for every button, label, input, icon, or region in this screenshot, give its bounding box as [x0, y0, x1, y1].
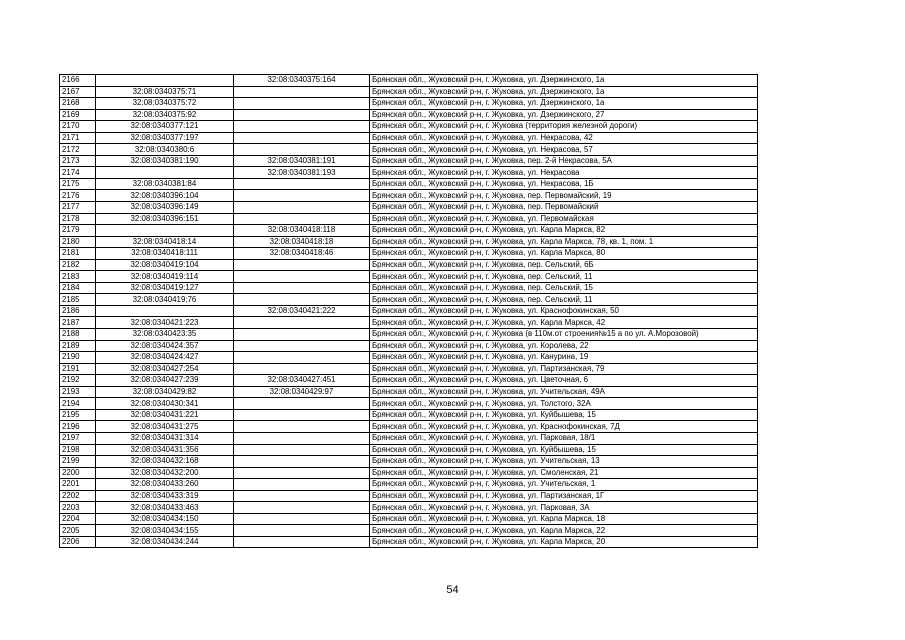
address-cell: Брянская обл., Жуковский р-н, г. Жуковка, ул. Карла Маркса, 22 [370, 525, 758, 537]
address-cell: Брянская обл., Жуковский р-н, г. Жуковка (в 110м.от строения№15 а по ул. А.Морозовой) [370, 329, 758, 341]
address-cell: Брянская обл., Жуковский р-н, г. Жуковка, ул. Смоленская, 21 [370, 467, 758, 479]
table-row [60, 305, 758, 317]
cadastral-number-cell: 32:08:0340427:254 [96, 363, 234, 375]
address-cell: Брянская обл., Жуковский р-н, г. Жуковка, ул. Краснофокинская, 7Д [370, 421, 758, 433]
row-number-cell: 2190 [60, 352, 96, 364]
related-cadastral-number-cell [234, 363, 370, 375]
address-cell: Брянская обл., Жуковский р-н, г. Жуковка, ул. Краснофокинская, 50 [370, 305, 758, 317]
table-row [60, 502, 758, 514]
table-row [60, 352, 758, 364]
related-cadastral-number-cell [234, 340, 370, 352]
related-cadastral-number-cell [234, 456, 370, 468]
cadastral-number-cell: 32:08:0340433:319 [96, 490, 234, 502]
cadastral-number-cell: 32:08:0340396:151 [96, 213, 234, 225]
table-row [60, 213, 758, 225]
address-cell: Брянская обл., Жуковский р-н, г. Жуковка, ул. Парковая, 18/1 [370, 432, 758, 444]
table-row [60, 248, 758, 260]
table-row [60, 467, 758, 479]
row-number-cell: 2196 [60, 421, 96, 433]
address-cell: Брянская обл., Жуковский р-н, г. Жуковка, пер. Сельский, 6Б [370, 259, 758, 271]
related-cadastral-number-cell [234, 271, 370, 283]
row-number-cell: 2183 [60, 271, 96, 283]
row-number-cell: 2189 [60, 340, 96, 352]
table-row [60, 490, 758, 502]
related-cadastral-number-cell [234, 352, 370, 364]
related-cadastral-number-cell [234, 98, 370, 110]
address-cell: Брянская обл., Жуковский р-н, г. Жуковка, пер. Первомайский, 19 [370, 190, 758, 202]
table-row [60, 525, 758, 537]
related-cadastral-number-cell [234, 178, 370, 190]
page-number: 54 [446, 584, 459, 596]
table-row [60, 109, 758, 121]
related-cadastral-number-cell: 32:08:0340418:46 [234, 248, 370, 260]
address-cell: Брянская обл., Жуковский р-н, г. Жуковка, пер. Сельский, 11 [370, 271, 758, 283]
table-row [60, 202, 758, 214]
cadastral-number-cell: 32:08:0340424:427 [96, 352, 234, 364]
address-cell: Брянская обл., Жуковский р-н, г. Жуковка, ул. Парковая, 3А [370, 502, 758, 514]
table-row [60, 98, 758, 110]
related-cadastral-number-cell: 32:08:0340381:193 [234, 167, 370, 179]
cadastral-number-cell: 32:08:0340433:463 [96, 502, 234, 514]
address-cell: Брянская обл., Жуковский р-н, г. Жуковка, пер. 2-й Некрасова, 5А [370, 155, 758, 167]
related-cadastral-number-cell [234, 479, 370, 491]
table-row [60, 144, 758, 156]
cadastral-number-cell: 32:08:0340427:239 [96, 375, 234, 387]
address-cell: Брянская обл., Жуковский р-н, г. Жуковка, пер. Сельский, 15 [370, 282, 758, 294]
cadastral-number-cell: 32:08:0340434:150 [96, 513, 234, 525]
cadastral-table-body [60, 75, 758, 548]
table-row [60, 386, 758, 398]
table-row [60, 421, 758, 433]
related-cadastral-number-cell: 32:08:0340375:164 [234, 75, 370, 87]
table-row [60, 444, 758, 456]
related-cadastral-number-cell [234, 86, 370, 98]
address-cell: Брянская обл., Жуковский р-н, г. Жуковка, ул. Дзержинского, 1а [370, 86, 758, 98]
address-cell: Брянская обл., Жуковский р-н, г. Жуковка (территория железной дороги) [370, 121, 758, 133]
row-number-cell: 2175 [60, 178, 96, 190]
address-cell: Брянская обл., Жуковский р-н, г. Жуковка, ул. Учительская, 49А [370, 386, 758, 398]
address-cell: Брянская обл., Жуковский р-н, г. Жуковка, ул. Толстого, 32А [370, 398, 758, 410]
table-row [60, 363, 758, 375]
cadastral-number-cell: 32:08:0340430:341 [96, 398, 234, 410]
related-cadastral-number-cell: 32:08:0340429:97 [234, 386, 370, 398]
row-number-cell: 2197 [60, 432, 96, 444]
table-row [60, 178, 758, 190]
cadastral-number-cell: 32:08:0340396:149 [96, 202, 234, 214]
related-cadastral-number-cell: 32:08:0340421:222 [234, 305, 370, 317]
related-cadastral-number-cell [234, 409, 370, 421]
address-cell: Брянская обл., Жуковский р-н, г. Жуковка, ул. Дзержинского, 27 [370, 109, 758, 121]
row-number-cell: 2178 [60, 213, 96, 225]
cadastral-number-cell: 32:08:0340433:260 [96, 479, 234, 491]
related-cadastral-number-cell [234, 525, 370, 537]
row-number-cell: 2181 [60, 248, 96, 260]
address-cell: Брянская обл., Жуковский р-н, г. Жуковка, ул. Некрасова [370, 167, 758, 179]
table-row [60, 132, 758, 144]
cadastral-number-cell [96, 305, 234, 317]
related-cadastral-number-cell [234, 432, 370, 444]
address-cell: Брянская обл., Жуковский р-н, г. Жуковка, ул. Королева, 22 [370, 340, 758, 352]
row-number-cell: 2188 [60, 329, 96, 341]
address-cell: Брянская обл., Жуковский р-н, г. Жуковка, ул. Дзержинского, 1а [370, 75, 758, 87]
address-cell: Брянская обл., Жуковский р-н, г. Жуковка, ул. Карла Маркса, 80 [370, 248, 758, 260]
related-cadastral-number-cell: 32:08:0340418:18 [234, 236, 370, 248]
table-row [60, 432, 758, 444]
row-number-cell: 2172 [60, 144, 96, 156]
cadastral-number-cell: 32:08:0340381:84 [96, 178, 234, 190]
cadastral-table [59, 74, 758, 548]
table-row [60, 225, 758, 237]
cadastral-number-cell: 32:08:0340432:200 [96, 467, 234, 479]
row-number-cell: 2168 [60, 98, 96, 110]
row-number-cell: 2187 [60, 317, 96, 329]
address-cell: Брянская обл., Жуковский р-н, г. Жуковка, ул. Канурина, 19 [370, 352, 758, 364]
related-cadastral-number-cell [234, 190, 370, 202]
row-number-cell: 2186 [60, 305, 96, 317]
address-cell: Брянская обл., Жуковский р-н, г. Жуковка, ул. Некрасова, 57 [370, 144, 758, 156]
related-cadastral-number-cell [234, 259, 370, 271]
table-row [60, 236, 758, 248]
address-cell: Брянская обл., Жуковский р-н, г. Жуковка, ул. Учительская, 13 [370, 456, 758, 468]
address-cell: Брянская обл., Жуковский р-н, г. Жуковка, ул. Цветочная, 6 [370, 375, 758, 387]
related-cadastral-number-cell [234, 502, 370, 514]
related-cadastral-number-cell [234, 490, 370, 502]
related-cadastral-number-cell [234, 536, 370, 548]
row-number-cell: 2201 [60, 479, 96, 491]
related-cadastral-number-cell [234, 213, 370, 225]
related-cadastral-number-cell [234, 444, 370, 456]
cadastral-number-cell: 32:08:0340419:127 [96, 282, 234, 294]
address-cell: Брянская обл., Жуковский р-н, г. Жуковка, ул. Некрасова, 42 [370, 132, 758, 144]
row-number-cell: 2204 [60, 513, 96, 525]
table-row [60, 479, 758, 491]
cadastral-number-cell [96, 167, 234, 179]
cadastral-number-cell: 32:08:0340419:104 [96, 259, 234, 271]
table-row [60, 340, 758, 352]
table-row [60, 121, 758, 133]
table-row [60, 456, 758, 468]
row-number-cell: 2170 [60, 121, 96, 133]
row-number-cell: 2182 [60, 259, 96, 271]
address-cell: Брянская обл., Жуковский р-н, г. Жуковка, ул. Куйбышева, 15 [370, 444, 758, 456]
row-number-cell: 2179 [60, 225, 96, 237]
row-number-cell: 2195 [60, 409, 96, 421]
address-cell: Брянская обл., Жуковский р-н, г. Жуковка, пер. Сельский, 11 [370, 294, 758, 306]
table-row [60, 167, 758, 179]
address-cell: Брянская обл., Жуковский р-н, г. Жуковка, ул. Дзержинского, 1а [370, 98, 758, 110]
cadastral-number-cell: 32:08:0340431:275 [96, 421, 234, 433]
cadastral-number-cell: 32:08:0340431:221 [96, 409, 234, 421]
row-number-cell: 2167 [60, 86, 96, 98]
row-number-cell: 2185 [60, 294, 96, 306]
cadastral-number-cell: 32:08:0340418:14 [96, 236, 234, 248]
cadastral-number-cell: 32:08:0340375:72 [96, 98, 234, 110]
address-cell: Брянская обл., Жуковский р-н, г. Жуковка, ул. Карла Маркса, 18 [370, 513, 758, 525]
row-number-cell: 2180 [60, 236, 96, 248]
related-cadastral-number-cell [234, 329, 370, 341]
table-row [60, 294, 758, 306]
cadastral-number-cell [96, 75, 234, 87]
cadastral-number-cell: 32:08:0340423:35 [96, 329, 234, 341]
related-cadastral-number-cell [234, 421, 370, 433]
related-cadastral-number-cell [234, 317, 370, 329]
related-cadastral-number-cell [234, 398, 370, 410]
table-row [60, 513, 758, 525]
cadastral-number-cell: 32:08:0340434:155 [96, 525, 234, 537]
address-cell: Брянская обл., Жуковский р-н, г. Жуковка, ул. Партизанская, 79 [370, 363, 758, 375]
row-number-cell: 2205 [60, 525, 96, 537]
table-row [60, 190, 758, 202]
address-cell: Брянская обл., Жуковский р-н, г. Жуковка, ул. Карла Маркса, 20 [370, 536, 758, 548]
cadastral-number-cell: 32:08:0340434:244 [96, 536, 234, 548]
address-cell: Брянская обл., Жуковский р-н, г. Жуковка, ул. Карла Маркса, 42 [370, 317, 758, 329]
row-number-cell: 2203 [60, 502, 96, 514]
table-row [60, 329, 758, 341]
row-number-cell: 2177 [60, 202, 96, 214]
table-row [60, 317, 758, 329]
cadastral-number-cell: 32:08:0340421:223 [96, 317, 234, 329]
related-cadastral-number-cell [234, 144, 370, 156]
cadastral-number-cell: 32:08:0340380:6 [96, 144, 234, 156]
cadastral-number-cell: 32:08:0340432:168 [96, 456, 234, 468]
related-cadastral-number-cell [234, 282, 370, 294]
cadastral-number-cell: 32:08:0340424:357 [96, 340, 234, 352]
row-number-cell: 2202 [60, 490, 96, 502]
cadastral-number-cell [96, 225, 234, 237]
table-row [60, 86, 758, 98]
table-row [60, 536, 758, 548]
row-number-cell: 2173 [60, 155, 96, 167]
cadastral-number-cell: 32:08:0340419:76 [96, 294, 234, 306]
table-row [60, 75, 758, 87]
cadastral-number-cell: 32:08:0340419:114 [96, 271, 234, 283]
row-number-cell: 2206 [60, 536, 96, 548]
cadastral-number-cell: 32:08:0340375:71 [96, 86, 234, 98]
table-row [60, 155, 758, 167]
table-row [60, 409, 758, 421]
cadastral-number-cell: 32:08:0340429:82 [96, 386, 234, 398]
related-cadastral-number-cell: 32:08:0340427:451 [234, 375, 370, 387]
row-number-cell: 2199 [60, 456, 96, 468]
table-row [60, 398, 758, 410]
address-cell: Брянская обл., Жуковский р-н, г. Жуковка, ул. Учительская, 1 [370, 479, 758, 491]
row-number-cell: 2191 [60, 363, 96, 375]
cadastral-number-cell: 32:08:0340396:104 [96, 190, 234, 202]
row-number-cell: 2174 [60, 167, 96, 179]
cadastral-number-cell: 32:08:0340431:314 [96, 432, 234, 444]
address-cell: Брянская обл., Жуковский р-н, г. Жуковка, ул. Партизанская, 1Г [370, 490, 758, 502]
related-cadastral-number-cell [234, 467, 370, 479]
row-number-cell: 2192 [60, 375, 96, 387]
address-cell: Брянская обл., Жуковский р-н, г. Жуковка, ул. Карла Маркса, 82 [370, 225, 758, 237]
related-cadastral-number-cell [234, 513, 370, 525]
table-row [60, 282, 758, 294]
cadastral-number-cell: 32:08:0340377:197 [96, 132, 234, 144]
related-cadastral-number-cell: 32:08:0340418:118 [234, 225, 370, 237]
row-number-cell: 2184 [60, 282, 96, 294]
row-number-cell: 2200 [60, 467, 96, 479]
row-number-cell: 2198 [60, 444, 96, 456]
related-cadastral-number-cell [234, 109, 370, 121]
related-cadastral-number-cell [234, 132, 370, 144]
cadastral-number-cell: 32:08:0340381:190 [96, 155, 234, 167]
related-cadastral-number-cell [234, 202, 370, 214]
table-row [60, 259, 758, 271]
cadastral-number-cell: 32:08:0340377:121 [96, 121, 234, 133]
row-number-cell: 2176 [60, 190, 96, 202]
row-number-cell: 2171 [60, 132, 96, 144]
address-cell: Брянская обл., Жуковский р-н, г. Жуковка, ул. Первомайская [370, 213, 758, 225]
row-number-cell: 2169 [60, 109, 96, 121]
address-cell: Брянская обл., Жуковский р-н, г. Жуковка, ул. Некрасова, 1Б [370, 178, 758, 190]
table-row [60, 375, 758, 387]
address-cell: Брянская обл., Жуковский р-н, г. Жуковка, ул. Карла Маркса, 78, кв. 1, пом. 1 [370, 236, 758, 248]
related-cadastral-number-cell [234, 121, 370, 133]
related-cadastral-number-cell [234, 294, 370, 306]
row-number-cell: 2166 [60, 75, 96, 87]
row-number-cell: 2193 [60, 386, 96, 398]
row-number-cell: 2194 [60, 398, 96, 410]
related-cadastral-number-cell: 32:08:0340381:191 [234, 155, 370, 167]
cadastral-number-cell: 32:08:0340418:111 [96, 248, 234, 260]
cadastral-number-cell: 32:08:0340375:92 [96, 109, 234, 121]
address-cell: Брянская обл., Жуковский р-н, г. Жуковка, пер. Первомайский [370, 202, 758, 214]
cadastral-number-cell: 32:08:0340431:356 [96, 444, 234, 456]
address-cell: Брянская обл., Жуковский р-н, г. Жуковка, ул. Куйбышева, 15 [370, 409, 758, 421]
table-row [60, 271, 758, 283]
